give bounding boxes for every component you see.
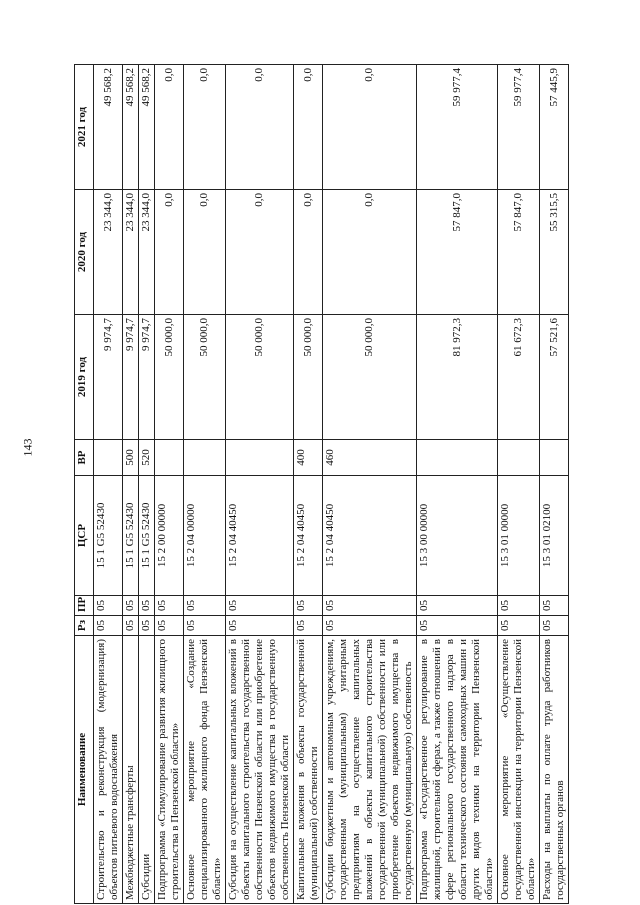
header-name: Наименование: [75, 636, 94, 904]
header-csr: ЦСР: [75, 476, 94, 596]
cell-2020: 57 847,0: [417, 190, 498, 315]
cell-pr: 05: [294, 596, 323, 616]
cell-pr: 05: [417, 596, 498, 616]
cell-2021: 0,0: [155, 65, 184, 190]
cell-2021: 0,0: [184, 65, 226, 190]
cell-rz: 05: [139, 616, 155, 636]
table-header-row: [75, 65, 94, 904]
cell-csr: 15 3 01 00000: [498, 476, 540, 596]
cell-2019: 61 672,3: [498, 315, 540, 440]
table-body: [94, 65, 569, 904]
table-row: [123, 65, 139, 904]
cell-vr: 400: [294, 440, 323, 476]
table-row: [94, 65, 123, 904]
cell-pr: 05: [540, 596, 569, 616]
cell-csr: 15 3 00 00000: [417, 476, 498, 596]
cell-name: Капитальные вложения в объекты государственной (муниципальной) собственности: [294, 636, 323, 904]
cell-name: Субсидии: [139, 636, 155, 904]
table-row: [139, 65, 155, 904]
cell-csr: 15 2 04 40450: [226, 476, 294, 596]
cell-csr: 15 1 G5 52430: [123, 476, 139, 596]
cell-2020: 0,0: [184, 190, 226, 315]
cell-rz: 05: [323, 616, 417, 636]
cell-2019: 50 000,0: [323, 315, 417, 440]
cell-2020: 0,0: [226, 190, 294, 315]
cell-rz: 05: [184, 616, 226, 636]
cell-csr: 15 2 04 40450: [294, 476, 323, 596]
cell-csr: 15 1 G5 52430: [94, 476, 123, 596]
cell-name: Основное мероприятие «Осуществление государственной инспекции на территории Пензенской области»: [498, 636, 540, 904]
cell-2021: 49 568,2: [123, 65, 139, 190]
budget-table: [74, 64, 569, 904]
cell-vr: [417, 440, 498, 476]
cell-csr: 15 2 04 00000: [184, 476, 226, 596]
header-2021: 2021 год: [75, 65, 94, 190]
cell-2020: 0,0: [155, 190, 184, 315]
header-rz: Рз: [75, 616, 94, 636]
cell-2019: 50 000,0: [226, 315, 294, 440]
cell-vr: [184, 440, 226, 476]
table-row: [226, 65, 294, 904]
cell-2021: 0,0: [323, 65, 417, 190]
cell-name: Межбюджетные трансферты: [123, 636, 139, 904]
cell-name: Подпрограмма «Государственное регулирование в жилищной, строительной сферах, а также отношений в сфере регионального государственного надзора в области технического состояния самоходных машин и других видов техники на территории Пензенской области»: [417, 636, 498, 904]
cell-rz: 05: [155, 616, 184, 636]
table-row: [184, 65, 226, 904]
header-vr: ВР: [75, 440, 94, 476]
cell-vr: [94, 440, 123, 476]
page-number: 143: [20, 438, 35, 457]
cell-2021: 59 977,4: [417, 65, 498, 190]
cell-2021: 0,0: [294, 65, 323, 190]
cell-pr: 05: [184, 596, 226, 616]
cell-2019: 9 974,7: [139, 315, 155, 440]
header-2020: 2020 год: [75, 190, 94, 315]
cell-vr: [540, 440, 569, 476]
cell-2019: 50 000,0: [155, 315, 184, 440]
cell-name: Расходы на выплаты по оплате труда работников государственных органов: [540, 636, 569, 904]
header-pr: ПР: [75, 596, 94, 616]
table-row: [294, 65, 323, 904]
cell-name: Основное мероприятие «Создание специализированного жилищного фонда Пензенской области»: [184, 636, 226, 904]
cell-vr: [226, 440, 294, 476]
table-row: [417, 65, 498, 904]
cell-vr: 500: [123, 440, 139, 476]
cell-rz: 05: [294, 616, 323, 636]
cell-2021: 49 568,2: [139, 65, 155, 190]
cell-csr: 15 1 G5 52430: [139, 476, 155, 596]
cell-rz: 05: [226, 616, 294, 636]
cell-2020: 57 847,0: [498, 190, 540, 315]
cell-2021: 0,0: [226, 65, 294, 190]
cell-2021: 59 977,4: [498, 65, 540, 190]
cell-2019: 9 974,7: [123, 315, 139, 440]
cell-vr: 520: [139, 440, 155, 476]
cell-name: Субсидии бюджетным и автономным учреждениям, государственным (муниципальным) унитарным предприятиям на осуществление капитальных вложений в объекты капитального строительства государственной (муниципальной) собственности или приобретение объектов недвижимого имущества в государственную (муниципальную) собственность: [323, 636, 417, 904]
cell-2021: 57 445,9: [540, 65, 569, 190]
cell-pr: 05: [226, 596, 294, 616]
cell-2020: 55 315,5: [540, 190, 569, 315]
cell-rz: 05: [540, 616, 569, 636]
cell-name: Подпрограмма «Стимулирование развития жилищного строительства в Пензенской области»: [155, 636, 184, 904]
cell-2020: 23 344,0: [123, 190, 139, 315]
cell-csr: 15 2 00 00000: [155, 476, 184, 596]
cell-2020: 0,0: [294, 190, 323, 315]
cell-pr: 05: [155, 596, 184, 616]
cell-pr: 05: [94, 596, 123, 616]
table-row: [323, 65, 417, 904]
cell-rz: 05: [123, 616, 139, 636]
cell-rz: 05: [417, 616, 498, 636]
table-row: [540, 65, 569, 904]
table-row: [155, 65, 184, 904]
cell-2019: 57 521,6: [540, 315, 569, 440]
cell-2019: 50 000,0: [294, 315, 323, 440]
table-row: [498, 65, 540, 904]
cell-2019: 50 000,0: [184, 315, 226, 440]
cell-name: Строительство и реконструкция (модернизация) объектов питьевого водоснабжения: [94, 636, 123, 904]
cell-2021: 49 568,2: [94, 65, 123, 190]
cell-vr: [155, 440, 184, 476]
cell-vr: 460: [323, 440, 417, 476]
cell-pr: 05: [323, 596, 417, 616]
cell-2020: 23 344,0: [94, 190, 123, 315]
cell-2020: 23 344,0: [139, 190, 155, 315]
cell-csr: 15 2 04 40450: [323, 476, 417, 596]
rotated-table-container: [74, 64, 629, 904]
cell-pr: 05: [123, 596, 139, 616]
cell-name: Субсидия на осуществление капитальных вложений в объекты капитального строительства государственной собственности Пензенской области или приобретение объектов недвижимого имущества в государственную собственность Пензенской области: [226, 636, 294, 904]
cell-rz: 05: [498, 616, 540, 636]
cell-csr: 15 3 01 02100: [540, 476, 569, 596]
cell-2020: 0,0: [323, 190, 417, 315]
cell-pr: 05: [139, 596, 155, 616]
cell-vr: [498, 440, 540, 476]
header-2019: 2019 год: [75, 315, 94, 440]
cell-rz: 05: [94, 616, 123, 636]
cell-pr: 05: [498, 596, 540, 616]
cell-2019: 81 972,3: [417, 315, 498, 440]
cell-2019: 9 974,7: [94, 315, 123, 440]
